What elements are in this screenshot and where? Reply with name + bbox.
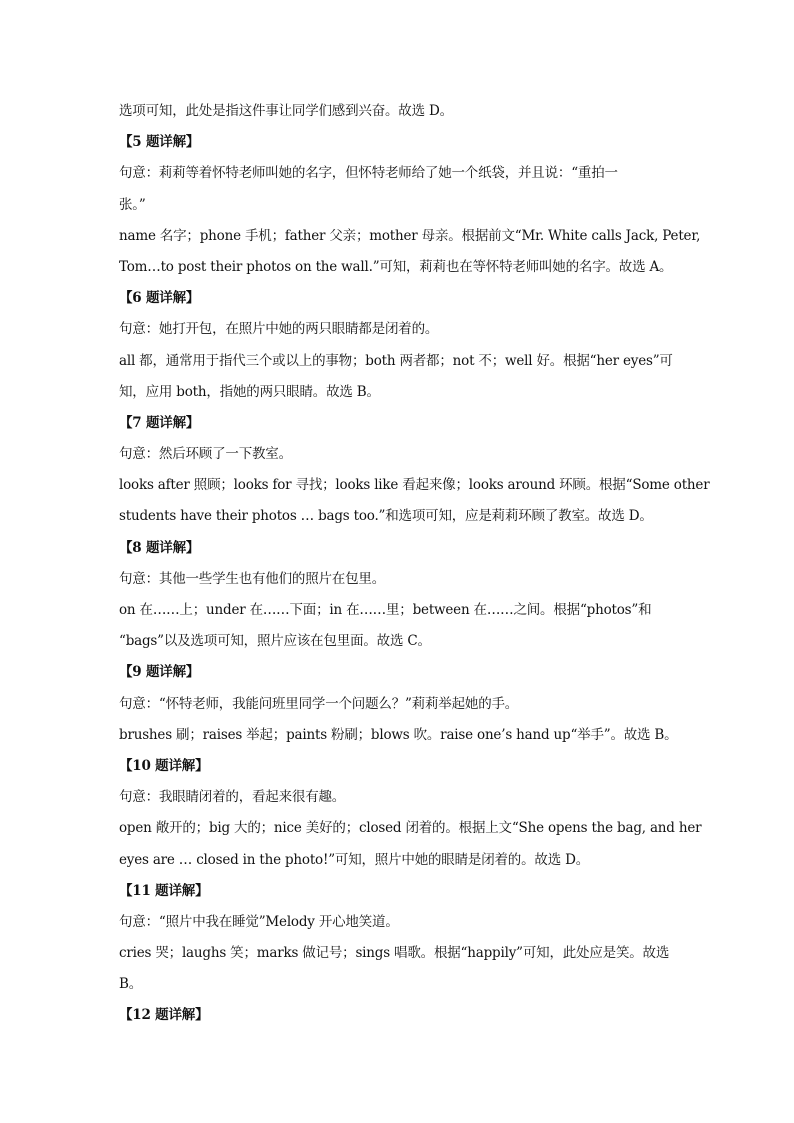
text-line: “bags”以及选项可知，照片应该在包里面。故选 C。 [119,633,431,650]
text-line: on 在……上；under 在……下面；in 在……里；between 在……之间。根据“photos”和 [119,602,652,618]
text-line: 句意：“照片中我在睡觉”Melody 开心地笑道。 [119,913,399,930]
section-heading: 【12 题详解】 [119,1007,209,1024]
text-line: 句意：其他一些学生也有他们的照片在包里。 [119,570,385,587]
text-line: 句意：我眼睛闭着的，看起来很有趣。 [119,789,346,806]
text-line: name 名字；phone 手机；father 父亲；mother 母亲。根据前文“Mr. White calls Jack, Peter, [119,227,701,244]
section-heading: 【5 题详解】 [119,134,200,151]
document-body [119,96,710,1032]
text-line: 句意：“怀特老师，我能问班里同学一个问题么？”莉莉举起她的手。 [119,695,519,712]
section-heading: 【9 题详解】 [119,664,200,681]
text-line: Tom…to post their photos on the wall.”可知，莉莉也在等怀特老师叫她的名字。故选 A。 [119,258,673,275]
text-line: 句意：然后环顾了一下教室。 [119,446,292,463]
text-line: cries 哭；laughs 笑；marks 做记号；sings 唱歌。根据“happily”可知，此处应是笑。故选 [119,945,670,962]
section-heading: 【6 题详解】 [119,290,200,307]
text-line: 张。” [119,196,146,213]
text-line: 选项可知，此处是指这件事让同学们感到兴奋。故选 D。 [119,103,453,119]
section-heading: 【11 题详解】 [119,882,209,899]
section-heading: 【7 题详解】 [119,414,200,431]
section-heading: 【8 题详解】 [119,539,200,556]
text-line: 句意：莉莉等着怀特老师叫她的名字，但怀特老师给了她一个纸袋，并且说：“重拍一 [119,165,618,182]
text-line: 句意：她打开包，在照片中她的两只眼睛都是闭着的。 [119,321,439,338]
text-line: B。 [119,976,143,993]
text-line: all 都，通常用于指代三个或以上的事物；both 两者都；not 不；well 好。根据“her eyes”可 [119,352,673,369]
text-line: brushes 刷；raises 举起；paints 粉刷；blows 吹。raise one’s hand up“举手”。故选 B。 [119,726,678,743]
text-line: looks after 照顾；looks for 寻找；looks like 看起来像；looks around 环顾。根据“Some other [119,477,710,494]
text-line: 知，应用 both，指她的两只眼睛。故选 B。 [119,383,380,400]
section-heading: 【10 题详解】 [119,757,209,774]
text-line: open 敞开的；big 大的；nice 美好的；closed 闭着的。根据上文“She opens the bag, and her [119,820,702,837]
text-line: students have their photos … bags too.”和选项可知，应是莉莉环顾了教室。故选 D。 [119,508,653,525]
text-line: eyes are … closed in the photo!”可知，照片中她的眼睛是闭着的。故选 D。 [119,851,590,868]
